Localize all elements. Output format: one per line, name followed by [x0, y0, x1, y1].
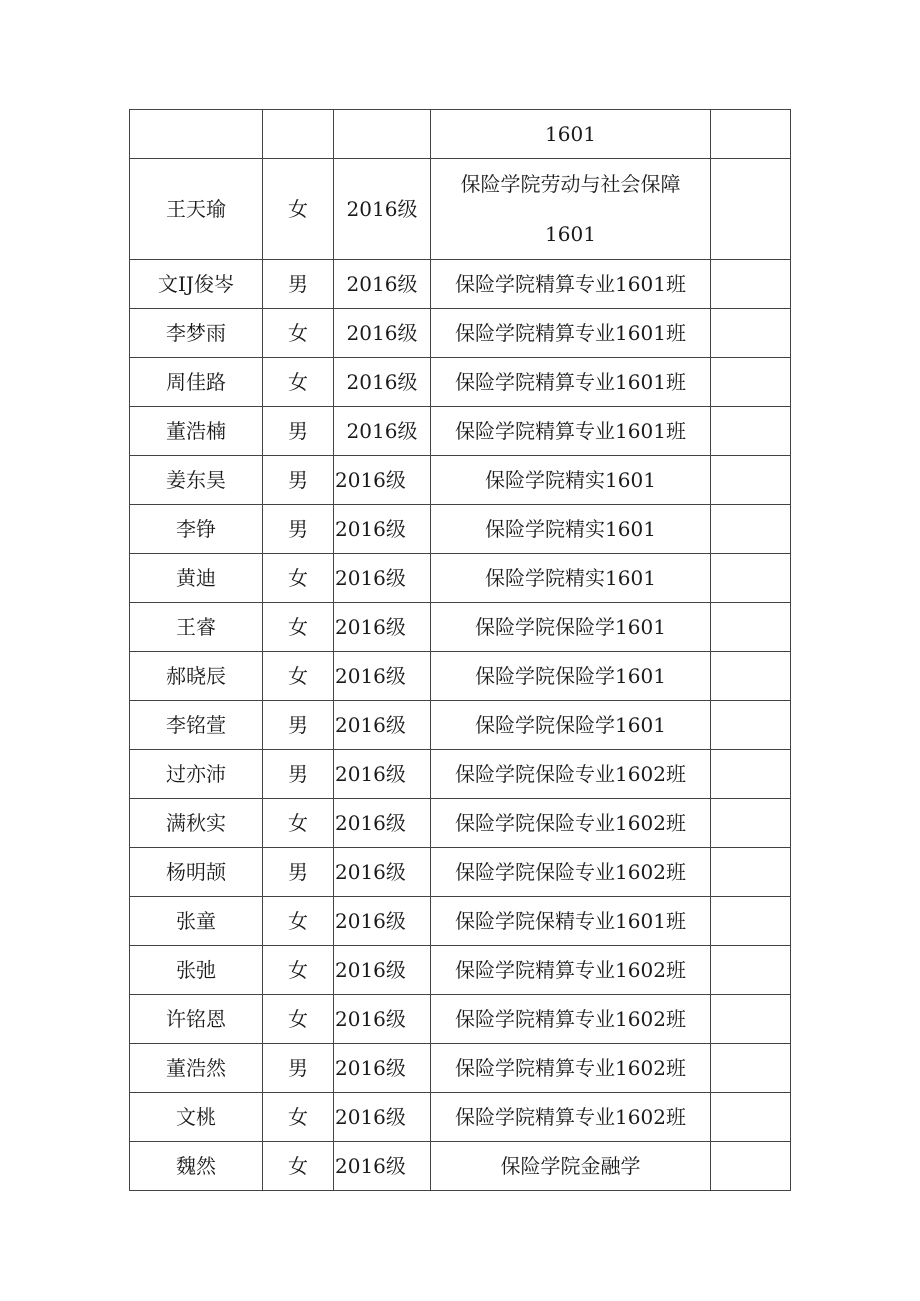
- gender-cell-text: 男: [288, 419, 308, 443]
- student-name-cell: [130, 946, 263, 995]
- note-cell: [711, 1142, 791, 1191]
- gender-cell-text: 男: [288, 1056, 308, 1080]
- grade-cell-text: 2016级: [346, 272, 418, 296]
- class-cell: [431, 750, 711, 799]
- table-row: [130, 309, 791, 358]
- class-cell-text: 保险学院精算专业1601班: [455, 272, 686, 296]
- gender-cell-text: 女: [288, 615, 308, 639]
- student-name-cell: [130, 1093, 263, 1142]
- note-cell: [711, 946, 791, 995]
- gender-cell: [263, 407, 334, 456]
- class-cell: [431, 1142, 711, 1191]
- gender-cell-text: 女: [288, 958, 308, 982]
- student-name-cell-text: 李梦雨: [166, 321, 226, 345]
- student-name-cell-text: 王睿: [176, 615, 216, 639]
- grade-cell: [334, 701, 431, 750]
- student-name-cell-text: 董浩楠: [166, 419, 226, 443]
- student-name-cell-text: 许铭恩: [166, 1007, 226, 1031]
- gender-cell-text: 女: [288, 1154, 308, 1178]
- gender-cell-text: 女: [288, 197, 308, 221]
- class-cell: [431, 456, 711, 505]
- student-name-cell-text: 张童: [176, 909, 216, 933]
- grade-cell: [334, 358, 431, 407]
- note-cell: [711, 897, 791, 946]
- gender-cell-text: 男: [288, 860, 308, 884]
- note-cell: [711, 603, 791, 652]
- class-cell: [431, 701, 711, 750]
- table-row: [130, 995, 791, 1044]
- table-row: [130, 110, 791, 159]
- gender-cell: [263, 309, 334, 358]
- grade-cell: [334, 110, 431, 159]
- student-name-cell-text: 文桃: [176, 1105, 216, 1129]
- class-cell: [431, 995, 711, 1044]
- table-row: [130, 946, 791, 995]
- student-name-cell: [130, 159, 263, 260]
- gender-cell: [263, 897, 334, 946]
- grade-cell: [334, 897, 431, 946]
- class-cell: [431, 260, 711, 309]
- table-row: [130, 652, 791, 701]
- table-row: [130, 750, 791, 799]
- student-name-cell-text: 杨明颉: [166, 860, 226, 884]
- gender-cell: [263, 1093, 334, 1142]
- gender-cell-text: 男: [288, 713, 308, 737]
- gender-cell-text: 女: [288, 811, 308, 835]
- grade-cell: [334, 848, 431, 897]
- grade-cell-text: 2016级: [335, 1154, 406, 1178]
- grade-cell: [334, 799, 431, 848]
- class-cell: [431, 603, 711, 652]
- grade-cell-text: 2016级: [335, 762, 406, 786]
- grade-cell: [334, 750, 431, 799]
- gender-cell: [263, 159, 334, 260]
- student-name-cell: [130, 848, 263, 897]
- grade-cell-text: 2016级: [335, 713, 406, 737]
- class-cell-text: 保险学院精算专业1602班: [455, 1007, 686, 1031]
- note-cell: [711, 995, 791, 1044]
- grade-cell-text: 2016级: [335, 860, 406, 884]
- table-row: [130, 1142, 791, 1191]
- class-cell: [431, 1044, 711, 1093]
- student-name-cell: [130, 897, 263, 946]
- class-cell-text: 1601: [545, 122, 596, 146]
- class-cell: [431, 554, 711, 603]
- class-cell-text: 保险学院精算专业1601班: [455, 321, 686, 345]
- class-cell-text: 保险学院金融学: [500, 1154, 641, 1178]
- class-cell: [431, 159, 711, 260]
- gender-cell: [263, 750, 334, 799]
- grade-cell: [334, 995, 431, 1044]
- note-cell: [711, 358, 791, 407]
- gender-cell-text: 女: [288, 1105, 308, 1129]
- note-cell: [711, 309, 791, 358]
- student-name-cell-text: 李铮: [176, 517, 216, 541]
- grade-cell: [334, 407, 431, 456]
- class-cell: [431, 848, 711, 897]
- grade-cell-text: 2016级: [335, 811, 406, 835]
- grade-cell: [334, 309, 431, 358]
- student-name-cell-text: 董浩然: [166, 1056, 226, 1080]
- gender-cell-text: 女: [288, 1007, 308, 1031]
- gender-cell: [263, 554, 334, 603]
- student-name-cell: [130, 260, 263, 309]
- grade-cell-text: 2016级: [335, 566, 406, 590]
- note-cell: [711, 110, 791, 159]
- gender-cell-text: 男: [288, 272, 308, 296]
- gender-cell: [263, 946, 334, 995]
- student-name-cell-text: 张弛: [176, 958, 216, 982]
- table-row: [130, 848, 791, 897]
- student-name-cell-text: 黄迪: [176, 566, 216, 590]
- class-cell: [431, 652, 711, 701]
- student-name-cell: [130, 505, 263, 554]
- gender-cell: [263, 260, 334, 309]
- gender-cell-text: 男: [288, 762, 308, 786]
- grade-cell: [334, 505, 431, 554]
- class-cell: [431, 1093, 711, 1142]
- note-cell: [711, 1044, 791, 1093]
- note-cell: [711, 701, 791, 750]
- table-row: [130, 701, 791, 750]
- class-cell: [431, 897, 711, 946]
- class-cell-text: 保险学院保险学1601: [475, 664, 666, 688]
- note-cell: [711, 554, 791, 603]
- student-name-cell: [130, 554, 263, 603]
- class-cell-text: 保险学院保险专业1602班: [455, 811, 686, 835]
- gender-cell: [263, 1044, 334, 1093]
- table-row: [130, 554, 791, 603]
- grade-cell: [334, 1093, 431, 1142]
- gender-cell: [263, 603, 334, 652]
- note-cell: [711, 505, 791, 554]
- gender-cell: [263, 110, 334, 159]
- class-cell-text: 保险学院劳动与社会保障1601: [460, 172, 681, 246]
- class-cell: [431, 799, 711, 848]
- class-cell-text: 保险学院精实1601: [485, 566, 656, 590]
- gender-cell: [263, 505, 334, 554]
- student-name-cell: [130, 1044, 263, 1093]
- student-name-cell: [130, 110, 263, 159]
- student-name-cell: [130, 456, 263, 505]
- grade-cell-text: 2016级: [346, 197, 418, 221]
- gender-cell-text: 女: [288, 909, 308, 933]
- grade-cell-text: 2016级: [346, 370, 418, 394]
- gender-cell: [263, 652, 334, 701]
- table-row: [130, 358, 791, 407]
- note-cell: [711, 652, 791, 701]
- note-cell: [711, 750, 791, 799]
- class-cell-text: 保险学院保险专业1602班: [455, 860, 686, 884]
- student-name-cell: [130, 407, 263, 456]
- student-name-cell: [130, 358, 263, 407]
- student-name-cell-text: 郝晓辰: [166, 664, 226, 688]
- student-name-cell-text: 过亦沛: [166, 762, 226, 786]
- grade-cell-text: 2016级: [335, 1105, 406, 1129]
- gender-cell-text: 女: [288, 321, 308, 345]
- gender-cell: [263, 995, 334, 1044]
- gender-cell-text: 女: [288, 664, 308, 688]
- student-roster-table: [129, 109, 791, 1191]
- student-name-cell-text: 王天瑜: [166, 197, 226, 221]
- student-name-cell-text: 文IJ俊岑: [158, 272, 234, 296]
- grade-cell: [334, 456, 431, 505]
- table-row: [130, 1044, 791, 1093]
- grade-cell-text: 2016级: [335, 664, 406, 688]
- note-cell: [711, 260, 791, 309]
- table-row: [130, 407, 791, 456]
- class-cell: [431, 407, 711, 456]
- gender-cell: [263, 848, 334, 897]
- class-cell-text: 保险学院精算专业1602班: [455, 1105, 686, 1129]
- student-name-cell: [130, 995, 263, 1044]
- class-cell: [431, 505, 711, 554]
- grade-cell-text: 2016级: [335, 1056, 406, 1080]
- table-row: [130, 897, 791, 946]
- grade-cell-text: 2016级: [335, 958, 406, 982]
- student-name-cell-text: 周佳路: [166, 370, 226, 394]
- student-name-cell: [130, 1142, 263, 1191]
- class-cell-text: 保险学院精算专业1601班: [455, 419, 686, 443]
- table-row: [130, 799, 791, 848]
- note-cell: [711, 799, 791, 848]
- grade-cell-text: 2016级: [335, 615, 406, 639]
- gender-cell-text: 男: [288, 517, 308, 541]
- class-cell-text: 保险学院精算专业1601班: [455, 370, 686, 394]
- student-name-cell: [130, 309, 263, 358]
- class-cell-text: 保险学院精实1601: [485, 468, 656, 492]
- class-cell: [431, 946, 711, 995]
- class-cell: [431, 358, 711, 407]
- grade-cell-text: 2016级: [335, 1007, 406, 1031]
- gender-cell: [263, 358, 334, 407]
- gender-cell: [263, 799, 334, 848]
- note-cell: [711, 1093, 791, 1142]
- gender-cell: [263, 456, 334, 505]
- table-row: [130, 1093, 791, 1142]
- grade-cell-text: 2016级: [335, 468, 406, 492]
- grade-cell-text: 2016级: [335, 517, 406, 541]
- student-name-cell: [130, 750, 263, 799]
- roster-body: [130, 110, 791, 1191]
- grade-cell: [334, 260, 431, 309]
- grade-cell: [334, 946, 431, 995]
- gender-cell: [263, 1142, 334, 1191]
- grade-cell: [334, 554, 431, 603]
- student-name-cell: [130, 701, 263, 750]
- table-row: [130, 456, 791, 505]
- class-cell-text: 保险学院保险学1601: [475, 615, 666, 639]
- table-row: [130, 159, 791, 260]
- note-cell: [711, 848, 791, 897]
- class-cell-text: 保险学院精算专业1602班: [455, 958, 686, 982]
- class-cell-text: 保险学院保险学1601: [475, 713, 666, 737]
- grade-cell: [334, 652, 431, 701]
- grade-cell: [334, 603, 431, 652]
- gender-cell-text: 女: [288, 566, 308, 590]
- grade-cell: [334, 1044, 431, 1093]
- gender-cell-text: 女: [288, 370, 308, 394]
- note-cell: [711, 456, 791, 505]
- table-row: [130, 260, 791, 309]
- student-name-cell-text: 满秋实: [166, 811, 226, 835]
- student-name-cell-text: 魏然: [176, 1154, 216, 1178]
- table-row: [130, 505, 791, 554]
- grade-cell-text: 2016级: [346, 321, 418, 345]
- class-cell-text: 保险学院保险专业1602班: [455, 762, 686, 786]
- grade-cell-text: 2016级: [346, 419, 418, 443]
- grade-cell-text: 2016级: [335, 909, 406, 933]
- class-cell-text: 保险学院精实1601: [485, 517, 656, 541]
- class-cell: [431, 309, 711, 358]
- gender-cell-text: 男: [288, 468, 308, 492]
- class-cell: [431, 110, 711, 159]
- grade-cell: [334, 159, 431, 260]
- table-row: [130, 603, 791, 652]
- student-name-cell: [130, 603, 263, 652]
- student-name-cell: [130, 652, 263, 701]
- class-cell-text: 保险学院保精专业1601班: [455, 909, 686, 933]
- gender-cell: [263, 701, 334, 750]
- student-name-cell-text: 姜东昊: [166, 468, 226, 492]
- student-name-cell-text: 李铭萱: [166, 713, 226, 737]
- student-name-cell: [130, 799, 263, 848]
- note-cell: [711, 407, 791, 456]
- note-cell: [711, 159, 791, 260]
- grade-cell: [334, 1142, 431, 1191]
- class-cell-text: 保险学院精算专业1602班: [455, 1056, 686, 1080]
